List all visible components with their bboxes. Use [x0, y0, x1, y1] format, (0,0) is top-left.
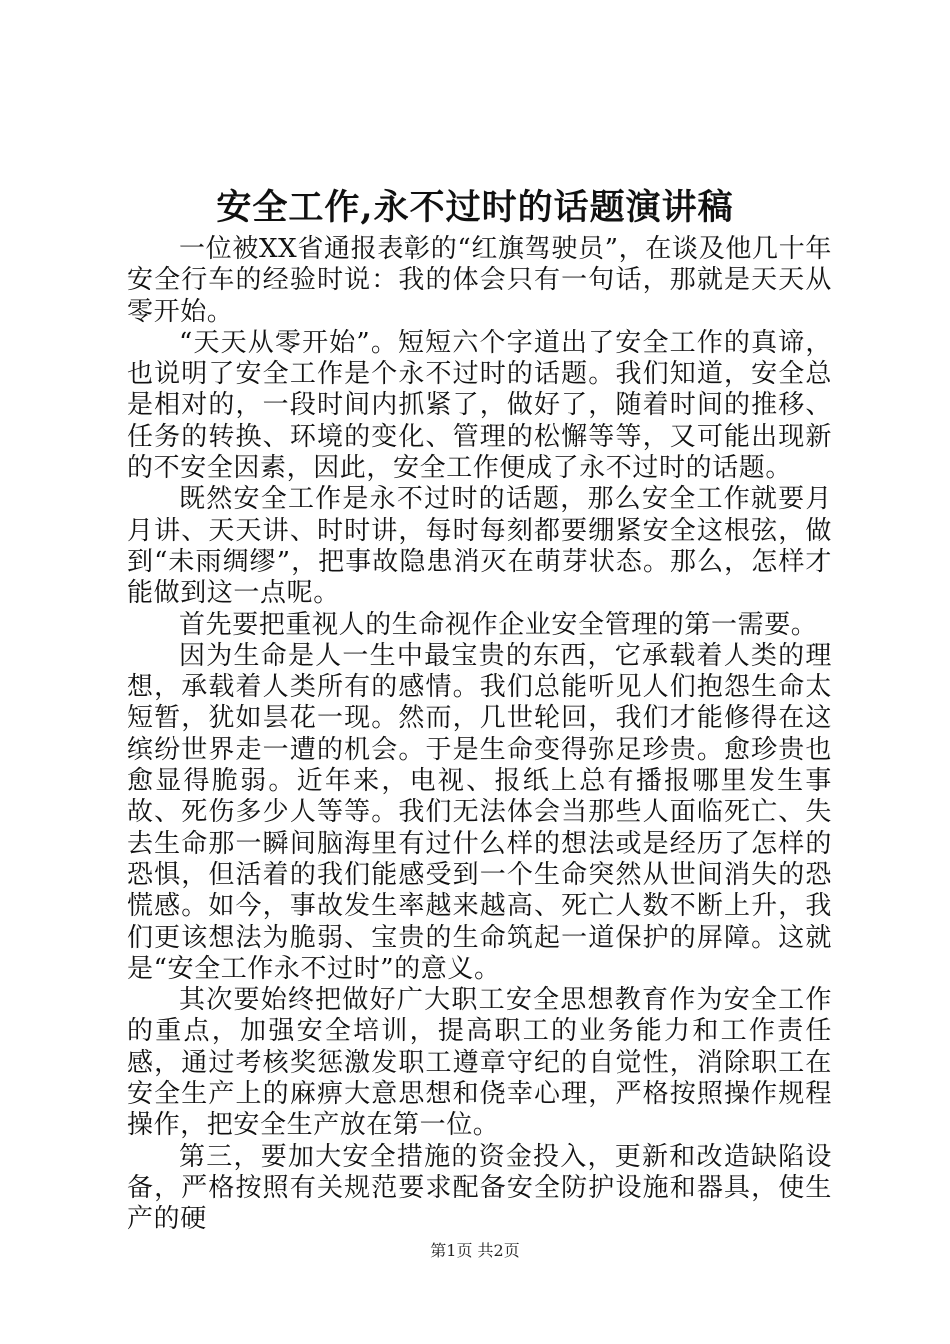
paragraph: 一位被XX省通报表彰的“红旗驾驶员”，在谈及他几十年安全行车的经验时说：我的体会只有一句话，那就是天天从零开始。 [127, 234, 832, 327]
document-title: 安全工作,永不过时的话题演讲稿 [216, 187, 734, 228]
paragraph: 既然安全工作是永不过时的话题，那么安全工作就要月月讲、天天讲、时时讲，每时每刻都要绷紧安全这根弦，做到“未雨绸缪”，把事故隐患消灭在萌芽状态。那么，怎样才能做到这一点呢。 [127, 484, 832, 609]
paragraph: “天天从零开始”。短短六个字道出了安全工作的真谛，也说明了安全工作是个永不过时的话题。我们知道，安全总是相对的，一段时间内抓紧了，做好了，随着时间的推移、任务的转换、环境的变化、管理的松懈等等，又可能出现新的不安全因素，因此，安全工作便成了永不过时的话题。 [127, 327, 832, 484]
paragraph: 第三，要加大安全措施的资金投入，更新和改造缺陷设备，严格按照有关规范要求配备安全防护设施和器具，使生产的硬 [127, 1141, 832, 1235]
paragraph: 其次要始终把做好广大职工安全思想教育作为安全工作的重点，加强安全培训，提高职工的业务能力和工作责任感，通过考核奖惩激发职工遵章守纪的自觉性，消除职工在安全生产上的麻痹大意思想和侥幸心理，严格按照操作规程操作，把安全生产放在第一位。 [127, 985, 832, 1141]
paragraph: 首先要把重视人的生命视作企业安全管理的第一需要。 [179, 609, 818, 640]
page-number-footer: 第1页 共2页 [430, 1241, 520, 1260]
document-body [127, 234, 832, 1236]
paragraph: 因为生命是人一生中最宝贵的东西，它承载着人类的理想，承载着人类所有的感情。我们总能听见人们抱怨生命太短暂，犹如昙花一现。然而，几世轮回，我们才能修得在这缤纷世界走一遭的机会。于是生命变得弥足珍贵。愈珍贵也愈显得脆弱。近年来，电视、报纸上总有播报哪里发生事故、死伤多少人等等。我们无法体会当那些人面临死亡、失去生命那一瞬间脑海里有过什么样的想法或是经历了怎样的恐惧，但活着的我们能感受到一个生命突然从世间消失的恐慌感。如今，事故发生率越来越高、死亡人数不断上升，我们更该想法为脆弱、宝贵的生命筑起一道保护的屏障。这就是“安全工作永不过时”的意义。 [127, 640, 832, 984]
